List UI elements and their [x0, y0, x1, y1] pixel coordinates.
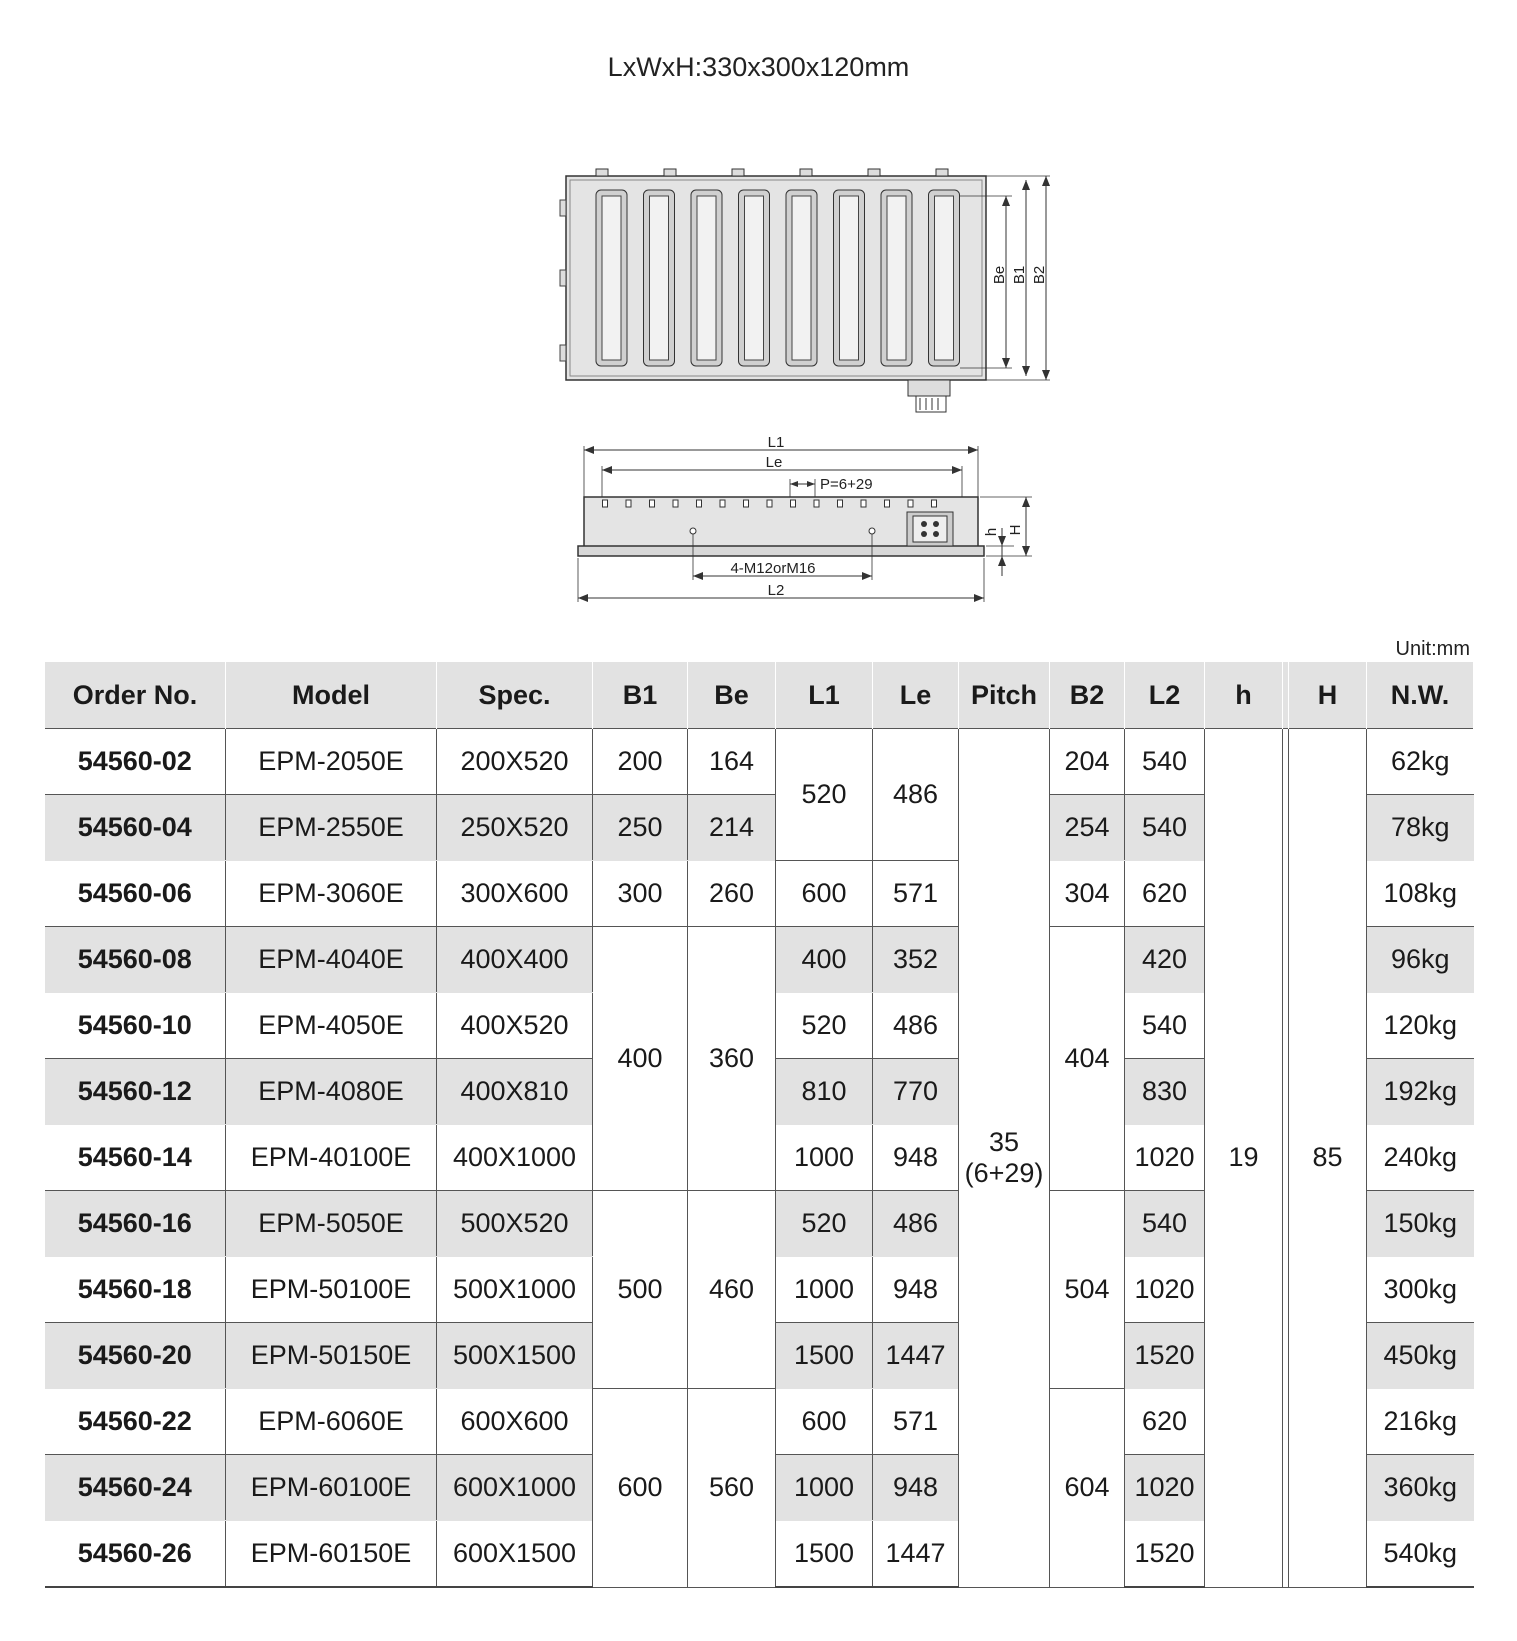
order-no-cell: 54560-16 [45, 1191, 226, 1257]
nw-cell: 240kg [1367, 1125, 1474, 1191]
model-cell: EPM-4050E [226, 993, 437, 1059]
le-cell: 352 [873, 927, 959, 993]
nw-cell: 108kg [1367, 861, 1474, 927]
l2-cell: 830 [1125, 1059, 1205, 1125]
spec-cell: 200X520 [437, 729, 593, 795]
pole-strip-insert [792, 196, 811, 360]
pole-bolt [673, 500, 678, 507]
b2-cell: 504 [1050, 1191, 1125, 1389]
b1-cell: 250 [593, 795, 688, 861]
bolt-head [868, 169, 880, 176]
bolt-head [732, 169, 744, 176]
top-bolts [596, 169, 948, 176]
order-no-cell: 54560-12 [45, 1059, 226, 1125]
be-cell: 560 [688, 1389, 776, 1588]
pole-strip-insert [745, 196, 764, 360]
technical-drawing [0, 0, 1517, 620]
l2-cell: 540 [1125, 795, 1205, 861]
l2-cell: 1020 [1125, 1125, 1205, 1191]
order-no-cell: 54560-14 [45, 1125, 226, 1191]
pole-bolt [720, 500, 725, 507]
spec-cell: 600X1500 [437, 1521, 593, 1588]
l1-dim-label: L1 [767, 434, 785, 451]
order-no-cell: 54560-08 [45, 927, 226, 993]
l1-cell: 520 [776, 729, 873, 861]
pitch-value: 35 [988, 1126, 1020, 1157]
pole-bolt [626, 500, 631, 507]
le-cell: 948 [873, 1257, 959, 1323]
be-label: Be [991, 265, 1008, 285]
model-cell: EPM-5050E [226, 1191, 437, 1257]
l2-cell: 540 [1125, 1191, 1205, 1257]
pole-bolt [861, 500, 866, 507]
nw-cell: 216kg [1367, 1389, 1474, 1455]
order-no-cell: 54560-18 [45, 1257, 226, 1323]
l2-cell: 540 [1125, 729, 1205, 795]
spec-cell: 400X1000 [437, 1125, 593, 1191]
model-cell: EPM-4080E [226, 1059, 437, 1125]
pole-bolt [908, 500, 913, 507]
le-cell: 571 [873, 1389, 959, 1455]
bolt-head [800, 169, 812, 176]
bolt-head [596, 169, 608, 176]
unit-label: Unit:mm [1395, 638, 1470, 660]
spec-cell: 400X400 [437, 927, 593, 993]
nw-cell: 192kg [1367, 1059, 1474, 1125]
spec-cell: 600X1000 [437, 1455, 593, 1521]
l2-cell: 420 [1125, 927, 1205, 993]
b2-cell: 404 [1050, 927, 1125, 1191]
l1-cell: 400 [776, 927, 873, 993]
nw-cell: 62kg [1367, 729, 1474, 795]
nw-cell: 150kg [1367, 1191, 1474, 1257]
b2-cell: 304 [1050, 861, 1125, 927]
b2-cell: 604 [1050, 1389, 1125, 1588]
le-cell: 486 [873, 1191, 959, 1257]
spec-table [44, 662, 1474, 1588]
be-cell: 460 [688, 1191, 776, 1389]
be-cell: 260 [688, 861, 776, 927]
b1-label: B1 [1011, 265, 1028, 285]
order-no-cell: 54560-22 [45, 1389, 226, 1455]
nw-cell: 300kg [1367, 1257, 1474, 1323]
nw-cell: 360kg [1367, 1455, 1474, 1521]
pole-bolt [697, 500, 702, 507]
pole-strip-insert [887, 196, 906, 360]
le-cell: 948 [873, 1125, 959, 1191]
pole-bolt [814, 500, 819, 507]
header-b2: B2 [1050, 662, 1125, 729]
nw-cell: 96kg [1367, 927, 1474, 993]
h-dim-label: h [983, 527, 1000, 537]
l2-cell: 540 [1125, 993, 1205, 1059]
l1-cell: 1000 [776, 1455, 873, 1521]
l1-cell: 520 [776, 1191, 873, 1257]
l2-cell: 1520 [1125, 1521, 1205, 1588]
b2-cell: 204 [1050, 729, 1125, 795]
pole-bolt [744, 500, 749, 507]
spec-cell: 500X1500 [437, 1323, 593, 1389]
l1-cell: 1500 [776, 1521, 873, 1588]
nw-cell: 540kg [1367, 1521, 1474, 1588]
bolt-head [936, 169, 948, 176]
pole-strip-insert [840, 196, 859, 360]
order-no-cell: 54560-24 [45, 1455, 226, 1521]
l1-cell: 600 [776, 1389, 873, 1455]
spec-cell: 250X520 [437, 795, 593, 861]
b1-cell: 400 [593, 927, 688, 1191]
le-dim-label: Le [765, 454, 783, 471]
pole-bolt [767, 500, 772, 507]
front-view [578, 434, 1032, 602]
model-cell: EPM-50100E [226, 1257, 437, 1323]
pole-strip-insert [602, 196, 621, 360]
l2-cell: 1020 [1125, 1257, 1205, 1323]
l1-cell: 520 [776, 993, 873, 1059]
header-spec: Spec. [437, 662, 593, 729]
pitch-breakdown: (6+29) [964, 1157, 1044, 1188]
order-no-cell: 54560-26 [45, 1521, 226, 1588]
pole-bolt [932, 500, 937, 507]
order-no-cell: 54560-02 [45, 729, 226, 795]
l1-cell: 600 [776, 861, 873, 927]
l2-cell: 620 [1125, 861, 1205, 927]
front-bolts [603, 500, 937, 507]
pitch-dim-label: P=6+29 [820, 476, 873, 493]
l1-cell: 1000 [776, 1125, 873, 1191]
table-row [45, 729, 1474, 795]
l2-cell: 620 [1125, 1389, 1205, 1455]
model-cell: EPM-40100E [226, 1125, 437, 1191]
h-small-merged-cell: 19 [1205, 729, 1283, 1588]
header-le: Le [873, 662, 959, 729]
spec-cell: 300X600 [437, 861, 593, 927]
b1-cell: 200 [593, 729, 688, 795]
b2-label: B2 [1031, 265, 1048, 285]
pole-bolt [650, 500, 655, 507]
model-cell: EPM-2050E [226, 729, 437, 795]
model-cell: EPM-4040E [226, 927, 437, 993]
b1-cell: 600 [593, 1389, 688, 1588]
spec-cell: 500X520 [437, 1191, 593, 1257]
pole-strip-insert [650, 196, 669, 360]
header-pitch: Pitch [959, 662, 1050, 729]
spec-cell: 500X1000 [437, 1257, 593, 1323]
l2-cell: 1020 [1125, 1455, 1205, 1521]
be-cell: 360 [688, 927, 776, 1191]
le-cell: 948 [873, 1455, 959, 1521]
be-cell: 164 [688, 729, 776, 795]
spec-cell: 400X520 [437, 993, 593, 1059]
pole-strip-insert [697, 196, 716, 360]
header-l1: L1 [776, 662, 873, 729]
le-cell: 1447 [873, 1323, 959, 1389]
header-order-no: Order No. [45, 662, 226, 729]
header-nw: N.W. [1367, 662, 1474, 729]
header-h-small: h [1205, 662, 1283, 729]
H-dim-label: H [1007, 524, 1024, 536]
page-title: LxWxH:330x300x120mm [607, 52, 910, 82]
order-no-cell: 54560-04 [45, 795, 226, 861]
model-cell: EPM-60150E [226, 1521, 437, 1588]
le-cell: 486 [873, 729, 959, 861]
nw-cell: 450kg [1367, 1323, 1474, 1389]
le-cell: 571 [873, 861, 959, 927]
header-b1: B1 [593, 662, 688, 729]
l1-cell: 1000 [776, 1257, 873, 1323]
order-no-cell: 54560-06 [45, 861, 226, 927]
pole-bolt [791, 500, 796, 507]
l2-dim-label: L2 [767, 582, 785, 599]
bolt-head [664, 169, 676, 176]
pole-bolt [603, 500, 608, 507]
nw-cell: 120kg [1367, 993, 1474, 1059]
pole-strip-insert [935, 196, 954, 360]
b2-cell: 254 [1050, 795, 1125, 861]
pitch-merged-cell [959, 729, 1050, 1588]
h-large-merged-cell: 85 [1289, 729, 1367, 1588]
le-cell: 1447 [873, 1521, 959, 1588]
le-cell: 770 [873, 1059, 959, 1125]
header-model: Model [226, 662, 437, 729]
l1-cell: 810 [776, 1059, 873, 1125]
header-be: Be [688, 662, 776, 729]
b1-cell: 500 [593, 1191, 688, 1389]
header-h-large: H [1289, 662, 1367, 729]
l1-cell: 1500 [776, 1323, 873, 1389]
header-l2: L2 [1125, 662, 1205, 729]
top-view [560, 169, 1050, 412]
b1-cell: 300 [593, 861, 688, 927]
spec-cell: 600X600 [437, 1389, 593, 1455]
l2-cell: 1520 [1125, 1323, 1205, 1389]
model-cell: EPM-50150E [226, 1323, 437, 1389]
model-cell: EPM-60100E [226, 1455, 437, 1521]
be-cell: 214 [688, 795, 776, 861]
nw-cell: 78kg [1367, 795, 1474, 861]
pole-bolt [885, 500, 890, 507]
pole-bolt [838, 500, 843, 507]
model-cell: EPM-2550E [226, 795, 437, 861]
le-cell: 486 [873, 993, 959, 1059]
order-no-cell: 54560-20 [45, 1323, 226, 1389]
holes-dim-label: 4-M12orM16 [730, 560, 816, 577]
model-cell: EPM-6060E [226, 1389, 437, 1455]
spec-cell: 400X810 [437, 1059, 593, 1125]
model-cell: EPM-3060E [226, 861, 437, 927]
order-no-cell: 54560-10 [45, 993, 226, 1059]
header-row [45, 662, 1474, 729]
